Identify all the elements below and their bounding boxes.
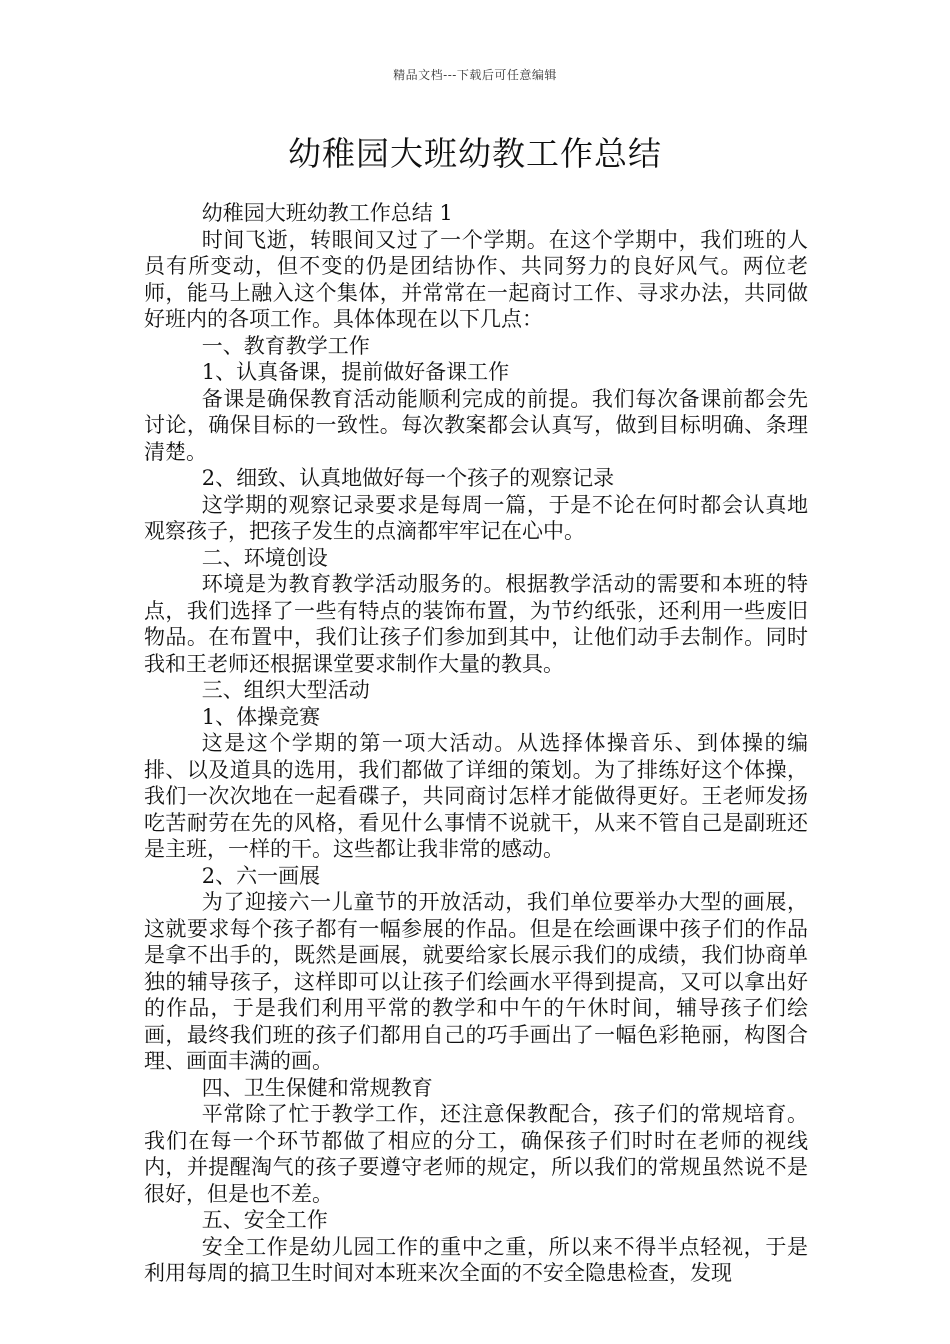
- section-heading: 1、认真备课，提前做好备课工作: [201, 360, 510, 384]
- section-heading: 四、卫生保健和常规教育: [201, 1075, 433, 1100]
- body-paragraph: 时间飞逝，转眼间又过了一个学期。在这个学期中，我们班的人员有所变动，但不变的仍是团结协作、共同努力的良好风气。两位老师，能马上融入这个集体，并常常在一起商讨工作、寻求办法，共同做好班内的各项工作。具体体现在以下几点：: [144, 227, 808, 331]
- body-paragraph: 备课是确保教育活动能顺利完成的前提。我们每次备课前都会先讨论，确保目标的一致性。每次教案都会认真写，做到目标明确、条理清楚。: [144, 386, 808, 464]
- document-body: [144, 200, 808, 1287]
- document-title: 幼稚园大班幼教工作总结: [288, 134, 662, 173]
- body-paragraph: 为了迎接六一儿童节的开放活动，我们单位要举办大型的画展，这就要求每个孩子都有一幅参展的作品。但是在绘画课中孩子们的作品是拿不出手的，既然是画展，就要给家长展示我们的成绩，我们协商单独的辅导孩子，这样即可以让孩子们绘画水平得到提高，又可以拿出好的作品，于是我们利用平常的教学和中午的午休时间，辅导孩子们绘画，最终我们班的孩子们都用自己的巧手画出了一幅色彩艳丽，构图合理、画面丰满的画。: [144, 890, 808, 1073]
- body-paragraph: 这学期的观察记录要求是每周一篇，于是不论在何时都会认真地观察孩子，把孩子发生的点滴都牢牢记在心中。: [144, 492, 808, 543]
- body-paragraph: 平常除了忙于教学工作，还注意保教配合，孩子们的常规培育。我们在每一个环节都做了相应的分工，确保孩子们时时在老师的视线内，并提醒淘气的孩子要遵守老师的规定，所以我们的常规虽然说不是很好，但是也不差。: [144, 1102, 808, 1206]
- section-heading: 2、细致、认真地做好每一个孩子的观察记录: [201, 466, 615, 490]
- section-heading: 一、教育教学工作: [201, 333, 370, 358]
- body-paragraph: 这是这个学期的第一项大活动。从选择体操音乐、到体操的编排、以及道具的选用，我们都做了详细的策划。为了排练好这个体操，我们一次次地在一起看碟子，共同商讨怎样才能做得更好。王老师发扬吃苦耐劳在先的风格，看见什么事情不说就干，从来不管自己是副班还是主班，一样的干。这些都让我非常的感动。: [144, 731, 808, 861]
- section-heading: 2、六一画展: [201, 863, 321, 888]
- section-heading: 1、体操竞赛: [201, 704, 321, 729]
- section-heading: 三、组织大型活动: [201, 678, 370, 702]
- section-heading: 二、环境创设: [201, 545, 328, 570]
- body-paragraph: 安全工作是幼儿园工作的重中之重，所以来不得半点轻视，于是利用每周的搞卫生时间对本班来次全面的不安全隐患检查，发现: [144, 1234, 808, 1285]
- section-heading: 五、安全工作: [201, 1208, 328, 1232]
- header-note: 精品文档---下载后可任意编辑: [393, 68, 557, 82]
- section-heading: 幼稚园大班幼教工作总结 1: [201, 201, 453, 225]
- body-paragraph: 环境是为教育教学活动服务的。根据教学活动的需要和本班的特点，我们选择了一些有特点的装饰布置，为节约纸张，还利用一些废旧物品。在布置中，我们让孩子们参加到其中，让他们动手去制作。同时我和王老师还根据课堂要求制作大量的教具。: [144, 572, 808, 676]
